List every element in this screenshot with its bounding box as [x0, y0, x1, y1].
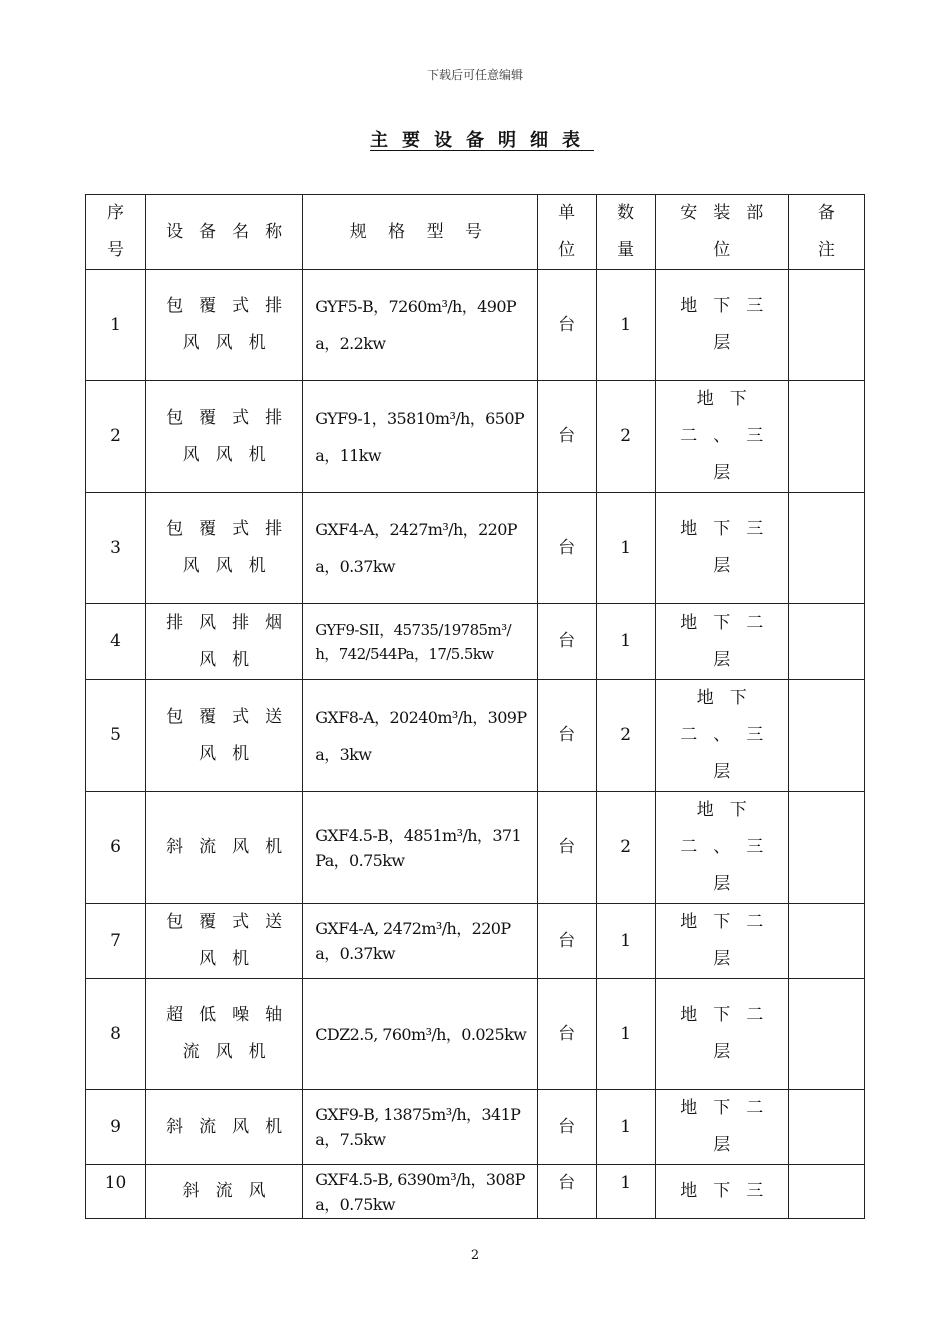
page-number: 2	[470, 1248, 480, 1263]
cell-spec: GXF4.5-B, 6390m³/h，308Pa，0.75kw	[303, 1165, 537, 1219]
cell-location: 地下二层	[655, 979, 788, 1090]
table-row	[86, 680, 865, 792]
cell-spec: GXF4.5-B，4851m³/h，371Pa，0.75kw	[303, 792, 537, 904]
cell-name: 包覆式排风风机	[146, 381, 303, 493]
table-row	[86, 493, 865, 604]
table-row	[86, 904, 865, 979]
cell-spec: GXF9-B, 13875m³/h，341Pa，7.5kw	[303, 1090, 537, 1165]
header-spec: 规 格 型 号	[303, 195, 537, 270]
table-row	[86, 381, 865, 493]
cell-note	[788, 904, 864, 979]
cell-seq: 2	[86, 381, 146, 493]
cell-spec: GXF4-A，2427m³/h，220Pa，0.37kw	[303, 493, 537, 604]
cell-location: 地下二、三层	[655, 381, 788, 493]
cell-spec: GYF9-SII，45735/19785m³/h，742/544Pa，17/5.5kw	[303, 604, 537, 680]
table-row	[86, 604, 865, 680]
cell-spec: GYF9-1，35810m³/h，650Pa，11kw	[303, 381, 537, 493]
cell-location: 地下三	[655, 1165, 788, 1219]
cell-name: 斜流风机	[146, 1090, 303, 1165]
cell-note	[788, 1165, 864, 1219]
cell-name: 包覆式排风风机	[146, 493, 303, 604]
cell-location: 地下三层	[655, 270, 788, 381]
cell-unit: 台	[537, 1090, 596, 1165]
cell-qty: 1	[596, 604, 655, 680]
document-title	[0, 126, 950, 152]
equipment-table	[85, 194, 865, 1219]
cell-unit: 台	[537, 604, 596, 680]
cell-qty: 1	[596, 1165, 655, 1219]
cell-note	[788, 381, 864, 493]
cell-seq: 9	[86, 1090, 146, 1165]
cell-name: 超低噪轴流风机	[146, 979, 303, 1090]
table-row	[86, 270, 865, 381]
table-row	[86, 1090, 865, 1165]
table-row	[86, 1165, 865, 1219]
cell-location: 地下二、三层	[655, 680, 788, 792]
cell-note	[788, 979, 864, 1090]
cell-qty: 1	[596, 493, 655, 604]
cell-seq: 4	[86, 604, 146, 680]
cell-qty: 2	[596, 680, 655, 792]
cell-unit: 台	[537, 381, 596, 493]
cell-spec: GXF4-A, 2472m³/h，220Pa，0.37kw	[303, 904, 537, 979]
cell-qty: 1	[596, 1090, 655, 1165]
cell-spec: GXF8-A，20240m³/h，309Pa，3kw	[303, 680, 537, 792]
header-unit: 单位	[537, 195, 596, 270]
cell-name: 斜流风机	[146, 792, 303, 904]
cell-note	[788, 493, 864, 604]
cell-note	[788, 680, 864, 792]
title-text: 主要设备明细表	[370, 130, 594, 151]
cell-note	[788, 792, 864, 904]
cell-spec: GYF5-B，7260m³/h，490Pa，2.2kw	[303, 270, 537, 381]
cell-unit: 台	[537, 979, 596, 1090]
header-qty: 数量	[596, 195, 655, 270]
cell-spec: CDZ2.5, 760m³/h，0.025kw	[303, 979, 537, 1090]
cell-unit: 台	[537, 1165, 596, 1219]
cell-qty: 1	[596, 904, 655, 979]
cell-seq: 10	[86, 1165, 146, 1219]
cell-name: 包覆式送风机	[146, 904, 303, 979]
header-location: 安装部位	[655, 195, 788, 270]
cell-location: 地下二层	[655, 1090, 788, 1165]
header-name: 设备名称	[146, 195, 303, 270]
cell-unit: 台	[537, 904, 596, 979]
cell-unit: 台	[537, 493, 596, 604]
table-row	[86, 792, 865, 904]
cell-seq: 3	[86, 493, 146, 604]
cell-note	[788, 604, 864, 680]
cell-location: 地下二层	[655, 604, 788, 680]
cell-seq: 8	[86, 979, 146, 1090]
cell-name: 包覆式送风机	[146, 680, 303, 792]
cell-unit: 台	[537, 792, 596, 904]
cell-location: 地下二、三层	[655, 792, 788, 904]
header-note: 下载后可任意编辑	[426, 68, 523, 82]
cell-note	[788, 270, 864, 381]
cell-seq: 6	[86, 792, 146, 904]
cell-qty: 1	[596, 979, 655, 1090]
header-seq: 序号	[86, 195, 146, 270]
cell-unit: 台	[537, 680, 596, 792]
cell-location: 地下三层	[655, 493, 788, 604]
cell-qty: 2	[596, 381, 655, 493]
cell-location: 地下二层	[655, 904, 788, 979]
cell-name: 排风排烟风机	[146, 604, 303, 680]
cell-name: 包覆式排风风机	[146, 270, 303, 381]
cell-unit: 台	[537, 270, 596, 381]
cell-seq: 1	[86, 270, 146, 381]
cell-qty: 2	[596, 792, 655, 904]
cell-note	[788, 1090, 864, 1165]
table-header-row	[86, 195, 865, 270]
cell-seq: 5	[86, 680, 146, 792]
cell-qty: 1	[596, 270, 655, 381]
table-row	[86, 979, 865, 1090]
cell-seq: 7	[86, 904, 146, 979]
cell-name: 斜流风	[146, 1165, 303, 1219]
header-note: 备注	[788, 195, 864, 270]
